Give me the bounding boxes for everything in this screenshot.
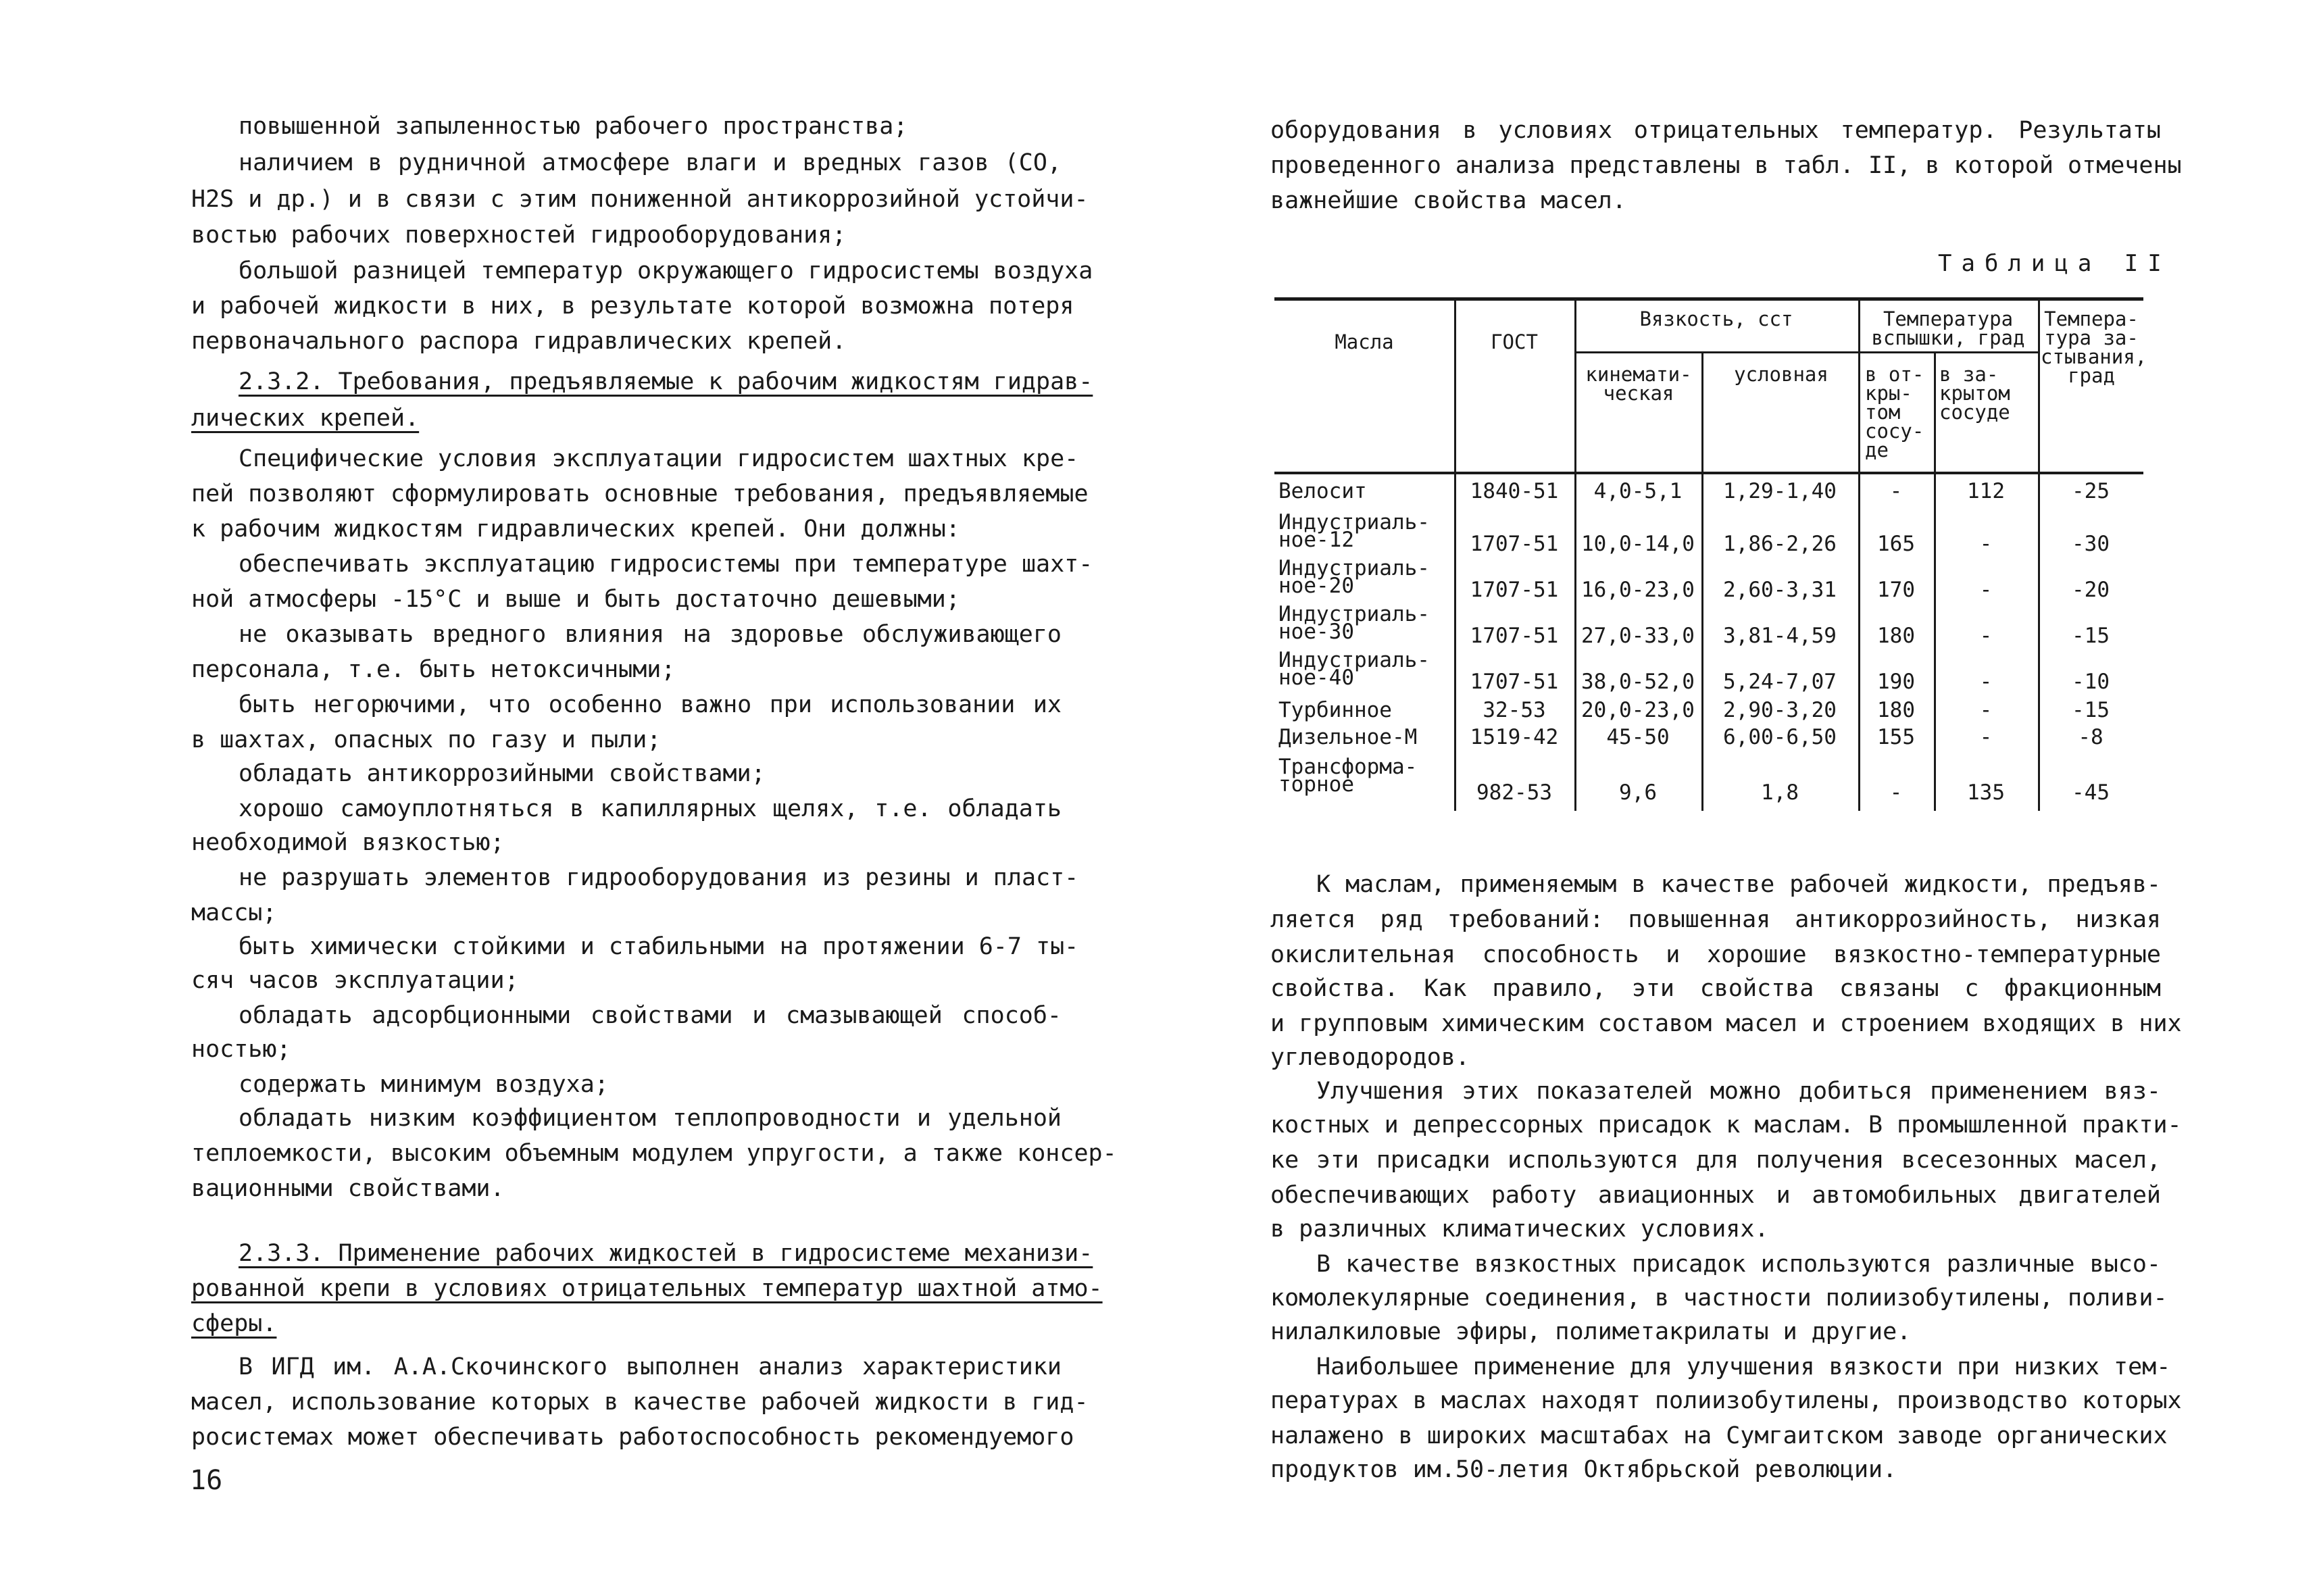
column-header-conditional: условная (1734, 363, 1828, 386)
table-cell-kin: 20,0-23,0 (1581, 698, 1695, 722)
table-cell-closed: 112 (1967, 479, 2005, 503)
table-cell-kin: 10,0-14,0 (1581, 532, 1695, 556)
table-header-rule (1274, 472, 2143, 474)
text-line: комолекулярные соединения, в частности полиизобутилены, поливи- (1270, 1285, 2168, 1312)
column-header-open-vessel: в от- кры- том сосу- де (1865, 363, 1924, 462)
text-line: важнейшие свойства масел. (1270, 187, 1626, 214)
table-cell-open: 180 (1877, 698, 1915, 722)
text-line: персонала, т.е. быть нетоксичными; (191, 656, 676, 683)
column-header-viscosity: Вязкость, сст (1639, 307, 1793, 330)
table-cell-gost: 1707-51 (1470, 670, 1559, 694)
text-line: Специфические условия эксплуатации гидросистем шахтных кре- (239, 445, 1079, 472)
table-cell-oil: Индустриаль- ное-20 (1278, 556, 1430, 598)
text-line: пей позволяют сформулировать основные требования, предъявляемые (191, 480, 1089, 507)
text-line: быть химически стойкими и стабильными на протяжении 6-7 ты- (239, 933, 1079, 960)
table-cell-oil: Индустриаль- ное-40 (1278, 648, 1430, 690)
table-cell-kin: 45-50 (1606, 725, 1670, 749)
text-line: В качестве вязкостных присадок используются различные высо- (1316, 1251, 2161, 1278)
text-line: обладать адсорбционными свойствами и смазывающей способ- (239, 1002, 1062, 1029)
text-line: быть негорючими, что особенно важно при использовании их (239, 691, 1062, 718)
table-cell-open: 190 (1877, 670, 1915, 694)
column-header-kinematic: кинемати- ческая (1585, 363, 1692, 405)
table-cell-open: 180 (1877, 624, 1915, 648)
text-line: налажено в широких масштабах на Сумгаитском заводе органических (1270, 1422, 2168, 1449)
column-header-closed-vessel: в за- крытом сосуде (1939, 363, 2010, 424)
table-cell-kin: 38,0-52,0 (1581, 670, 1695, 694)
column-header-gost: ГОСТ (1491, 330, 1538, 353)
text-line: не разрушать элементов гидрооборудования из резины и пласт- (239, 864, 1079, 891)
table-cell-cond: 1,8 (1761, 780, 1799, 805)
table-cell-closed: - (1979, 670, 1993, 694)
text-line: костных и депрессорных присадок к маслам. В промышленной практи- (1270, 1112, 2182, 1139)
table-cell-cond: 2,90-3,20 (1723, 698, 1837, 722)
table-cell-gost: 982-53 (1476, 780, 1552, 805)
table-cell-pour: -8 (2078, 725, 2104, 749)
text-line: ке эти присадки используются для получения всесезонных масел, (1270, 1147, 2161, 1174)
text-line: к рабочим жидкостям гидравлических крепей. Они должны: (191, 516, 960, 543)
table-cell-cond: 6,00-6,50 (1723, 725, 1837, 749)
table-cell-open: 165 (1877, 532, 1915, 556)
table-cell-pour: -25 (2072, 479, 2110, 503)
table-cell-oil: Турбинное (1278, 698, 1392, 722)
text-line: большой разницей температур окружающего гидросистемы воздуха (239, 257, 1093, 284)
text-line: наличием в рудничной атмосфере влаги и вредных газов (CO, (239, 149, 1062, 176)
text-line: свойства. Как правило, эти свойства связаны с фракционным (1270, 975, 2161, 1002)
text-line: обеспечивающих работу авиационных и автомобильных двигателей (1270, 1182, 2161, 1209)
text-line: Наибольшее применение для улучшения вязкости при низких тем- (1316, 1353, 2171, 1380)
text-line: Улучшения этих показателей можно добиться применением вяз- (1316, 1078, 2161, 1105)
text-line: В ИГД им. А.А.Скочинского выполнен анализ характеристики (239, 1353, 1062, 1380)
section-heading: 2.3.2. Требования, предъявляемые к рабочим жидкостям гидрав- (239, 368, 1093, 395)
table-cell-closed: - (1979, 624, 1993, 648)
table-cell-pour: -45 (2072, 780, 2110, 805)
table-rule (1858, 351, 2038, 353)
text-line: нилалкиловые эфиры, полиметакрилаты и другие. (1270, 1318, 1912, 1345)
table-cell-gost: 1519-42 (1470, 725, 1559, 749)
text-line: окислительная способность и хорошие вязкостно-температурные (1270, 941, 2161, 968)
text-line: оборудования в условиях отрицательных температур. Результаты (1270, 117, 2161, 144)
table-cell-cond: 2,60-3,31 (1723, 578, 1837, 602)
text-line: пературах в маслах находят полиизобутилены, производство которых (1270, 1387, 2182, 1414)
table-rule (1574, 351, 1858, 353)
table-cell-open: 170 (1877, 578, 1915, 602)
text-line: проведенного анализа представлены в табл. II, в которой отмечены (1270, 152, 2182, 179)
table-cell-kin: 27,0-33,0 (1581, 624, 1695, 648)
section-heading: лических крепей. (191, 405, 420, 432)
table-cell-oil: Индустриаль- ное-12 (1278, 510, 1430, 552)
text-line: ляется ряд требований: повышенная антикоррозийность, низкая (1270, 906, 2161, 933)
table-cell-oil: Трансформа- торное (1278, 755, 1418, 797)
section-heading: сферы. (191, 1310, 277, 1337)
table-cell-oil: Дизельное-М (1278, 725, 1418, 749)
table-cell-gost: 1707-51 (1470, 532, 1559, 556)
table-cell-open: - (1889, 479, 1903, 503)
text-line: и рабочей жидкости в них, в результате которой возможна потеря (191, 293, 1074, 320)
table-cell-pour: -20 (2072, 578, 2110, 602)
text-line: в шахтах, опасных по газу и пыли; (191, 726, 662, 753)
table-cell-closed: 135 (1967, 780, 2005, 805)
text-line: не оказывать вредного влияния на здоровье обслуживающего (239, 621, 1062, 648)
table-cell-pour: -15 (2072, 698, 2110, 722)
table-cell-oil: Индустриаль- ное-30 (1278, 602, 1430, 644)
table-cell-kin: 9,6 (1619, 780, 1657, 805)
text-line: углеводородов. (1270, 1044, 1470, 1071)
table-cell-open: - (1889, 780, 1903, 805)
text-line: продуктов им.50-летия Октябрьской революции. (1270, 1456, 1897, 1483)
table-cell-gost: 1840-51 (1470, 479, 1559, 503)
text-line: хорошо самоуплотняться в капиллярных щелях, т.е. обладать (239, 795, 1062, 822)
text-line: H2S и др.) и в связи с этим пониженной антикоррозийной устойчи- (191, 186, 1089, 213)
text-line: обладать низким коэффициентом теплопроводности и удельной (239, 1105, 1062, 1132)
text-line: теплоемкости, высоким объемным модулем упругости, а также консер- (191, 1140, 1117, 1167)
table-cell-oil: Велосит (1278, 479, 1367, 503)
text-line: необходимой вязкостью; (191, 829, 505, 856)
section-heading: рованной крепи в условиях отрицательных температур шахтной атмо- (191, 1275, 1103, 1302)
text-line: вационными свойствами. (191, 1175, 505, 1202)
table-cell-pour: -15 (2072, 624, 2110, 648)
page-number: 16 (190, 1465, 223, 1496)
text-line: ной атмосферы -15°C и выше и быть достаточно дешевыми; (191, 586, 960, 613)
table-cell-closed: - (1979, 578, 1993, 602)
table-top-rule (1274, 297, 2143, 301)
table-cell-pour: -10 (2072, 670, 2110, 694)
table-cell-gost: 32-53 (1483, 698, 1546, 722)
column-header-pour-point: Темпера- тура за- стывания, град (2041, 307, 2147, 387)
text-line: росистемах может обеспечивать работоспособность рекомендуемого (191, 1424, 1074, 1451)
table-caption: Таблица II (1938, 250, 2171, 277)
section-heading: 2.3.3. Применение рабочих жидкостей в гидросистеме механизи- (239, 1240, 1093, 1267)
text-line: и групповым химическим составом масел и строением входящих в них (1270, 1010, 2182, 1037)
text-line: первоначального распора гидравлических крепей. (191, 328, 847, 355)
table-cell-cond: 3,81-4,59 (1723, 624, 1837, 648)
table-cell-gost: 1707-51 (1470, 624, 1559, 648)
column-header-flash: Температура вспышки, град (1871, 307, 2025, 349)
table-cell-closed: - (1979, 698, 1993, 722)
table-cell-cond: 1,86-2,26 (1723, 532, 1837, 556)
table-cell-kin: 16,0-23,0 (1581, 578, 1695, 602)
table-cell-kin: 4,0-5,1 (1593, 479, 1683, 503)
table-cell-closed: - (1979, 532, 1993, 556)
table-cell-closed: - (1979, 725, 1993, 749)
table-cell-cond: 1,29-1,40 (1723, 479, 1837, 503)
text-line: массы; (191, 899, 277, 926)
text-line: содержать минимум воздуха; (239, 1071, 609, 1098)
text-line: масел, использование которых в качестве рабочей жидкости в гид- (191, 1389, 1089, 1416)
text-line: ностью; (191, 1036, 291, 1063)
table-cell-gost: 1707-51 (1470, 578, 1559, 602)
table-cell-open: 155 (1877, 725, 1915, 749)
table-cell-cond: 5,24-7,07 (1723, 670, 1837, 694)
text-line: сяч часов эксплуатации; (191, 967, 519, 994)
text-line: повышенной запыленностью рабочего пространства; (239, 113, 908, 140)
column-header-oil: Масла (1335, 330, 1394, 353)
table-cell-pour: -30 (2072, 532, 2110, 556)
text-line: востью рабочих поверхностей гидрооборудования; (191, 222, 847, 249)
text-line: обеспечивать эксплуатацию гидросистемы при температуре шахт- (239, 551, 1093, 578)
text-line: в различных климатических условиях. (1270, 1216, 1769, 1243)
text-line: обладать антикоррозийными свойствами; (239, 760, 766, 787)
text-line: К маслам, применяемым в качестве рабочей жидкости, предъяв- (1316, 871, 2161, 898)
